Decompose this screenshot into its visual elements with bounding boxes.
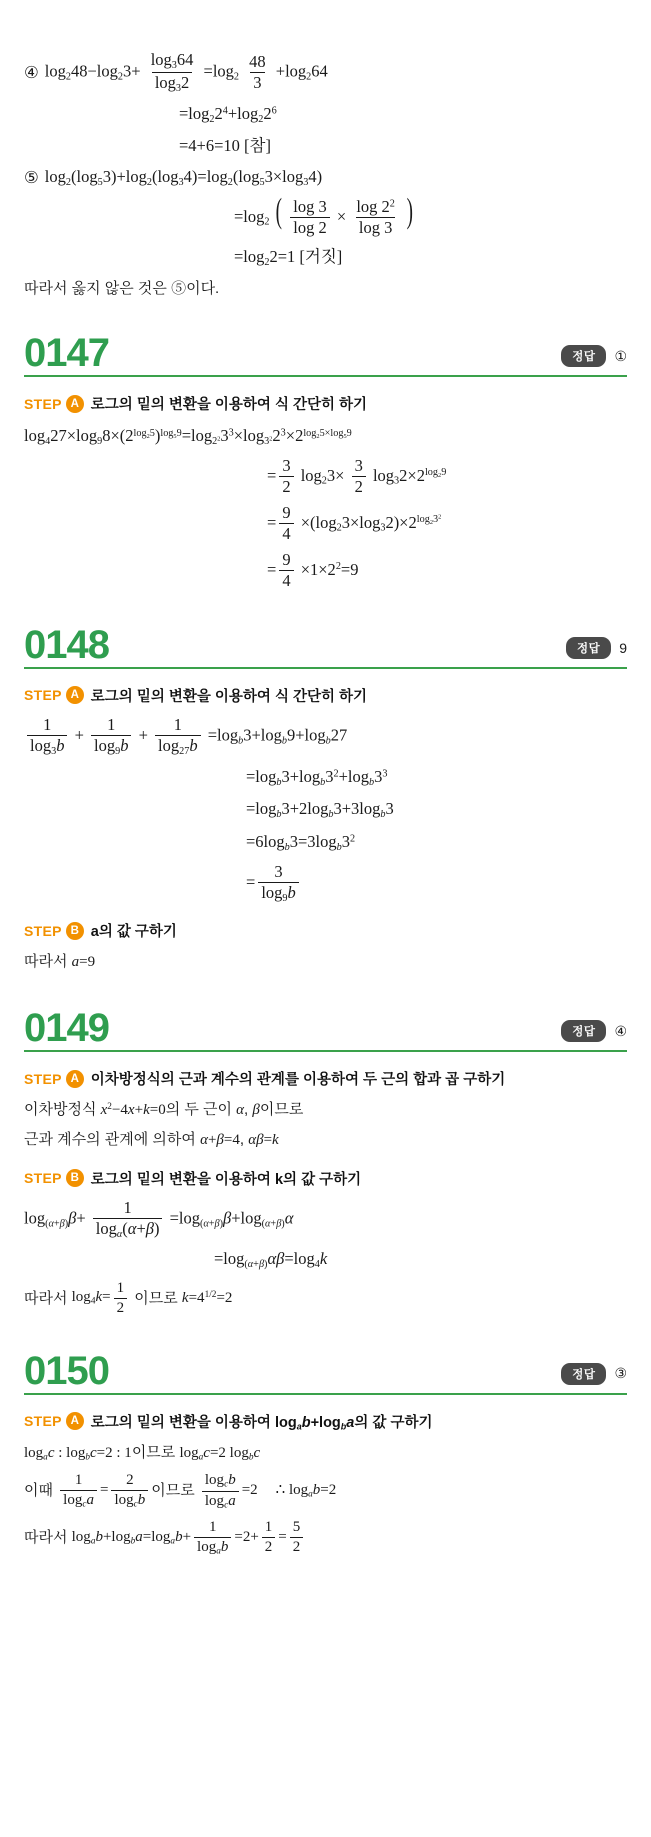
answer-value: ① — [614, 347, 627, 364]
step-title: 로그의 밑의 변환을 이용하여 $\log_ab+\log_ba$의 값 구하기 — [90, 1414, 433, 1432]
step-badge: B — [66, 1169, 84, 1187]
problem-number: 0148 — [24, 622, 109, 667]
problem-header-0149 — [24, 1008, 627, 1052]
conclusion-0150: 따라서 $\log_ab+\log_ba=\log_ab+$ $\frac{1}{\log_ab}$ =2+ $\frac{1}{2}$ = $\frac{5}{2}$ — [24, 1519, 627, 1557]
top-conclusion: 따라서 옳지 않은 것은 ⑤이다. — [24, 279, 220, 297]
top-solution-block — [24, 0, 627, 299]
step-badge: A — [66, 686, 84, 704]
top-line-5-expr: $\log_2(\log_53)+\log_2(\log_34)=\log_2(\log_53\times\log_34)$ — [44, 167, 323, 189]
answer-value: 9 — [619, 639, 627, 656]
step-title: 로그의 밑의 변환을 이용하여 k의 값 구하기 — [90, 1171, 362, 1188]
step-word: STEP — [24, 1070, 62, 1087]
step-badge: A — [66, 1412, 84, 1430]
answer-value: ③ — [614, 1365, 627, 1382]
problem-number: 0150 — [24, 1348, 109, 1393]
conclusion-0148: 따라서 a=9 — [24, 953, 96, 971]
step-word: STEP — [24, 1413, 62, 1430]
step-title: 로그의 밑의 변환을 이용하여 식 간단히 하기 — [90, 688, 368, 705]
answer-pill: 정답 — [561, 1363, 606, 1385]
step-header-0149-b — [24, 1168, 627, 1189]
expr-0148-1: $\frac{1}{\log_3b}$ + $\frac{1}{\log_9b}$ + $\frac{1}{\log_{27}b}$ $=\log_b3+\log_b9+\log_b27$ — [24, 716, 627, 758]
expr-0147-4: = $\frac{9}{4}$ $\times 1\times 2^2=9$ — [267, 549, 359, 591]
expr-0148-3: $=\log_b3+2\log_b3+3\log_b3$ — [246, 799, 394, 821]
line-0150-2: 이때 $\frac{1}{\log_ca}$ = $\frac{2}{\log_cb}$ 이므로 $\frac{\log_cb}{\log_ca}$ =2 ∴ $\log_ab=2$ — [24, 1471, 337, 1511]
top-line-4c: =4+6=10 [참] — [179, 136, 271, 156]
top-line-4 — [24, 51, 627, 95]
answer-pill: 정답 — [561, 345, 606, 367]
top-line-5c: $=\log_22=1$ [거짓] — [234, 246, 343, 268]
expr-0147-2: = $\frac{3}{2}$ $\log_23\times$ $\frac{3}{2}$ $\log_32\times 2^{log_29}$ — [267, 455, 447, 497]
step-badge: A — [66, 1070, 84, 1088]
step-word: STEP — [24, 687, 62, 704]
step-title: a의 값 구하기 — [90, 924, 177, 941]
item5-marker: ⑤ — [24, 168, 39, 188]
expr-0148-2: $=\log_b3+\log_b3^2+\log_b3^3$ — [246, 766, 388, 788]
step-header-0148-a — [24, 685, 627, 706]
step-title: 이차방정식의 근과 계수의 관계를 이용하여 두 근의 합과 곱 구하기 — [90, 1072, 506, 1089]
step-badge: A — [66, 395, 84, 413]
problem-number: 0147 — [24, 331, 109, 376]
line-0149-2: 근과 계수의 관계에 의하여 α+β=4, αβ=k — [24, 1130, 279, 1148]
problem-header-0147 — [24, 333, 627, 377]
step-header-0150-a — [24, 1411, 627, 1432]
top-line-5b: $=\log_2$ ( $\frac{\log 3}{\log 2}$ × $\frac{\log 2^2}{\log 3}$ ) — [234, 191, 413, 238]
top-line-5 — [24, 165, 627, 191]
step-word: STEP — [24, 395, 62, 412]
expr-0148-4: $=6\log_b3=3\log_b3^2$ — [246, 831, 356, 853]
line-0150-1: $\log_ac$ : $\log_bc=2$ : 1이므로 $\log_ac=2$ $\log_bc$ — [24, 1443, 261, 1463]
problem-header-0148 — [24, 622, 627, 669]
answer-value: ④ — [614, 1022, 627, 1039]
expr-0147-1: $\log_427\times\log_98\times(2^{log_25})^{log_59}=\log_{2^2}3^3\times\log_{3^2}2^3\times 2^{log_25\times log_59}$ — [24, 426, 352, 448]
conclusion-0149: 따라서 $\log_4k=$ $\frac{1}{2}$ 이므로 $k=4^{1/2}=2$ — [24, 1280, 233, 1316]
top-line-4-expr: $\log_248-\log_23+$ $\frac{\log_364}{\log_32}$ $=\log_2$ $\frac{48}{3}$ $+\log_264$ — [44, 50, 328, 95]
answer-group — [561, 1363, 627, 1391]
expr-0149-1: $\log_{(\alpha+\beta)}\beta+$ $\frac{1}{\log_\alpha(\alpha+\beta)}$ $=\log_{(\alpha+\beta)}\beta+\log_{(\alpha+\beta)}\alpha$ — [24, 1197, 294, 1240]
expr-0149-2: $=\log_{(\alpha+\beta)}\alpha\beta=\log_4k$ — [214, 1249, 328, 1271]
line-0149-1: 이차방정식 $x^2-4x+k=0$의 두 근이 α, β이므로 — [24, 1101, 304, 1119]
step-title: 로그의 밑의 변환을 이용하여 식 간단히 하기 — [90, 397, 368, 414]
step-word: STEP — [24, 1170, 62, 1187]
answer-pill: 정답 — [566, 637, 611, 659]
step-header-0148-b — [24, 920, 627, 941]
expr-0147-3: = $\frac{9}{4}$ $\times(\log_23\times\log_32)\times 2^{log_23^2}$ — [267, 502, 442, 544]
step-word: STEP — [24, 922, 62, 939]
top-line-4b: $=\log_22^4+\log_22^6$ — [179, 103, 277, 125]
item4-marker: ④ — [24, 62, 39, 82]
step-header-0149-a — [24, 1068, 627, 1089]
step-header-0147-a — [24, 393, 627, 414]
expr-0148-5: = $\frac{3}{\log_9b}$ — [24, 863, 627, 905]
step-badge: B — [66, 922, 84, 940]
problem-header-0150 — [24, 1348, 627, 1395]
answer-group — [566, 637, 627, 665]
answer-pill: 정답 — [561, 1020, 606, 1042]
answer-group — [561, 345, 627, 373]
answer-group — [561, 1020, 627, 1048]
problem-number: 0149 — [24, 1006, 109, 1051]
